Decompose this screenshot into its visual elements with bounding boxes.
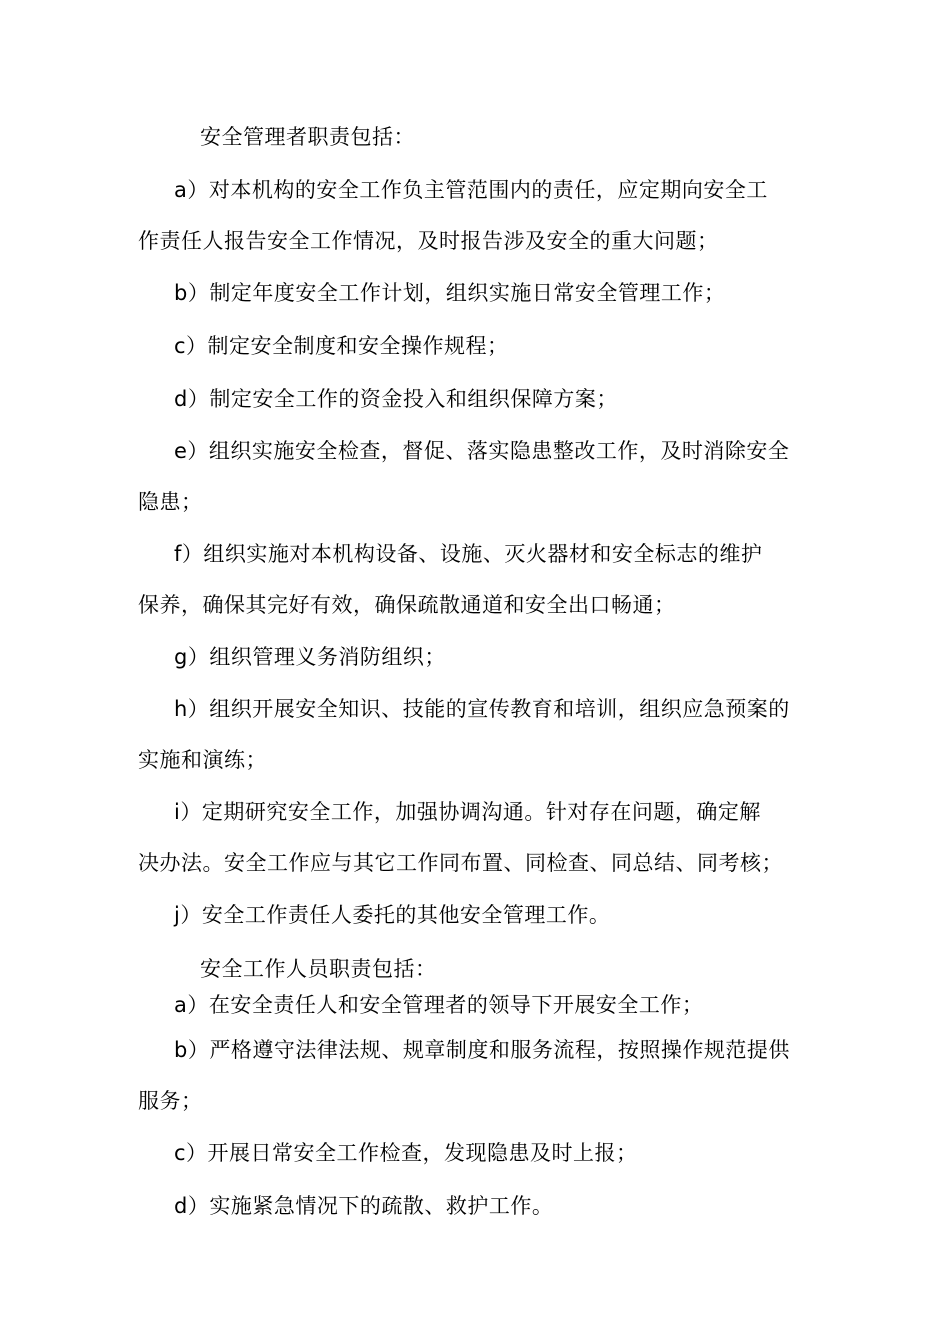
list-item-line: j）安全工作责任人委托的其他安全管理工作。 [174,903,611,927]
list-item-line: e）组织实施安全检查，督促、落实隐患整改工作，及时消除安全 [174,439,790,463]
section-heading-staff: 安全工作人员职责包括： [200,957,437,981]
list-item-line: 保养，确保其完好有效，确保疏散通道和安全出口畅通； [138,593,676,617]
list-item-line: i）定期研究安全工作，加强协调沟通。针对存在问题，确定解 [174,800,761,824]
section-heading-manager: 安全管理者职责包括： [200,125,415,149]
list-item-line: c）开展日常安全工作检查，发现隐患及时上报； [174,1141,638,1165]
list-item-line: 实施和演练； [138,748,267,772]
list-item-line: 决办法。安全工作应与其它工作同布置、同检查、同总结、同考核； [138,851,783,875]
list-item-line: b）严格遵守法律法规、规章制度和服务流程，按照操作规范提供 [174,1038,790,1062]
list-item-line: a）在安全责任人和安全管理者的领导下开展安全工作； [174,993,704,1017]
list-item-line: a）对本机构的安全工作负主管范围内的责任，应定期向安全工 [174,178,768,202]
list-item-line: h）组织开展安全知识、技能的宣传教育和培训，组织应急预案的 [174,697,790,721]
list-item-line: d）实施紧急情况下的疏散、救护工作。 [174,1194,554,1218]
list-item-line: d）制定安全工作的资金投入和组织保障方案； [174,387,618,411]
list-item-line: c）制定安全制度和安全操作规程； [174,334,509,358]
list-item-line: b）制定年度安全工作计划，组织实施日常安全管理工作； [174,281,726,305]
list-item-line: 作责任人报告安全工作情况，及时报告涉及安全的重大问题； [138,229,719,253]
list-item-line: g）组织管理义务消防组织； [174,645,446,669]
list-item-line: 隐患； [138,490,203,514]
list-item-line: 服务； [138,1089,203,1113]
list-item-line: f）组织实施对本机构设备、设施、灭火器材和安全标志的维护 [174,542,763,566]
